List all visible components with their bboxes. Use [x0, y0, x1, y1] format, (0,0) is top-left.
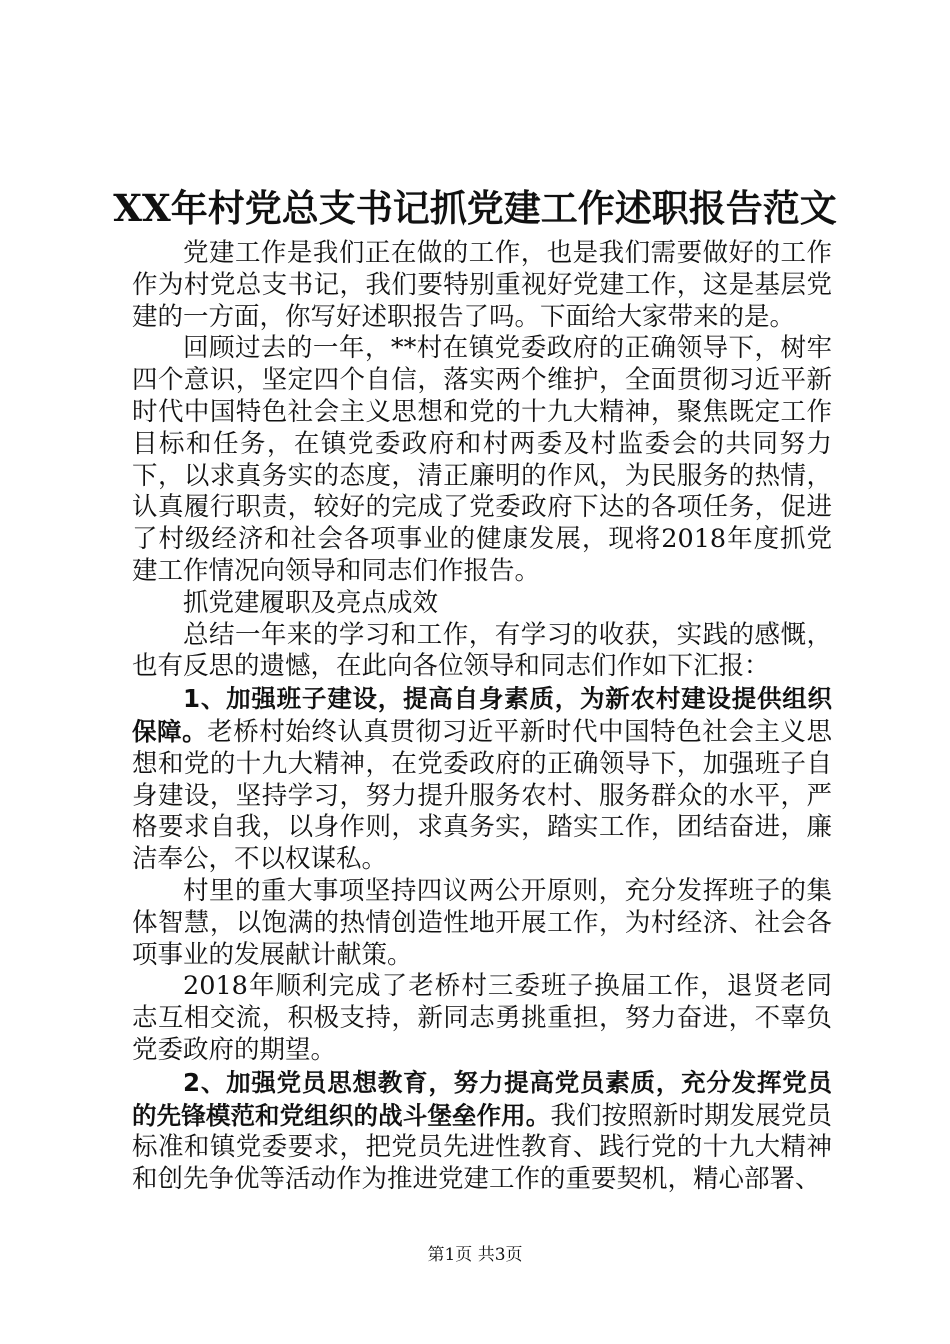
paragraph-intro [132, 238, 832, 333]
paragraph-heading [132, 588, 832, 620]
paragraph-text: 2018年顺利完成了老桥村三委班子换届工作，退贤老同志互相交流，积极支持，新同志勇挑重担，努力奋进，不辜负党委政府的期望。 [132, 971, 832, 1065]
paragraph-summary [132, 620, 832, 684]
paragraph-review [132, 333, 832, 587]
paragraph-item-1 [132, 683, 832, 876]
document-body [132, 238, 832, 1196]
paragraph-decisions [132, 876, 832, 971]
paragraph-election [132, 971, 832, 1066]
paragraph-text: 总结一年来的学习和工作，有学习的收获，实践的感慨，也有反思的遗憾，在此向各位领导和同志们作如下汇报： [132, 619, 832, 682]
page-number-footer: 第1页 共3页 [427, 1245, 523, 1265]
item-lead-bold: 1、加强班子建设，提高自身素质，为新农村建设提供组织保障。 [132, 684, 832, 746]
paragraph-text: 回顾过去的一年，**村在镇党委政府的正确领导下，树牢四个意识，坚定四个自信，落实两个维护，全面贯彻习近平新时代中国特色社会主义思想和党的十九大精神，聚焦既定工作目标和任务，在镇党委政府和村两委及村监委会的共同努力下，以求真务实的态度，清正廉明的作风，为民服务的热情，认真履行职责，较好的完成了党委政府下达的各项任务，促进了村级经济和社会各项事业的健康发展，现将2018年度抓党建工作情况向领导和同志们作报告。 [132, 333, 832, 586]
section-heading: 抓党建履职及亮点成效 [183, 587, 439, 618]
paragraph-item-2 [132, 1067, 832, 1196]
item-lead-bold: 2、加强党员思想教育，努力提高党员素质，充分发挥党员的先锋模范和党组织的战斗堡垒作用。 [132, 1067, 832, 1130]
paragraph-text: 党建工作是我们正在做的工作，也是我们需要做好的工作作为村党总支书记，我们要特别重视好党建工作，这是基层党建的一方面，你写好述职报告了吗。下面给大家带来的是。 [132, 238, 832, 332]
document-title: XX年村党总支书记抓党建工作述职报告范文 [113, 186, 837, 230]
paragraph-text: 村里的重大事项坚持四议两公开原则，充分发挥班子的集体智慧，以饱满的热情创造性地开展工作，为村经济、社会各项事业的发展献计献策。 [132, 875, 832, 970]
paragraph-text: 老桥村始终认真贯彻习近平新时代中国特色社会主义思想和党的十九大精神，在党委政府的正确领导下，加强班子自身建设，坚持学习，努力提升服务农村、服务群众的水平，严格要求自我，以身作则，求真务实，踏实工作，团结奋进，廉洁奉公，不以权谋私。 [132, 716, 832, 875]
paragraph-text: 我们按照新时期发展党员标准和镇党委要求，把党员先进性教育、践行党的十九大精神和创先争优等活动作为推进党建工作的重要契机，精心部署、 [132, 1100, 832, 1195]
